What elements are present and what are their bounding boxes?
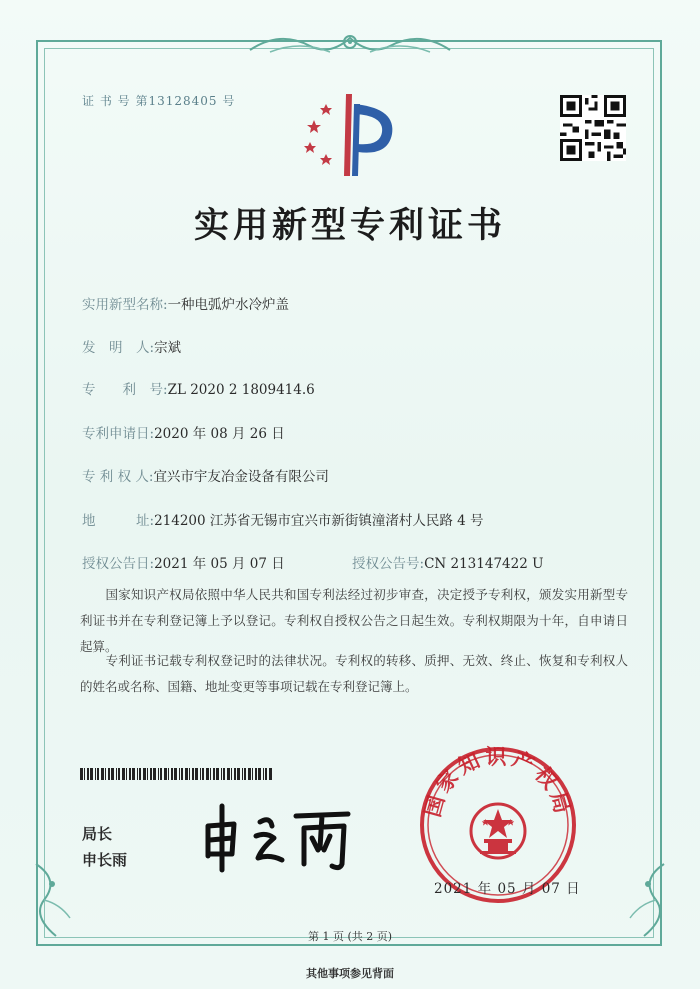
field-value: 2021 年 05 月 07 日 (154, 556, 285, 572)
certificate-number: 证 书 号 第13128405 号 (82, 94, 236, 108)
field-patentee (82, 465, 329, 485)
field-label: 发 明 人: (82, 340, 155, 356)
field-grant-number (352, 552, 543, 572)
field-inventor (82, 336, 181, 356)
field-label: 实用新型名称: (82, 297, 168, 313)
paragraph-grant-statement: 国家知识产权局依照中华人民共和国专利法经过初步审查，决定授予专利权，颁发实用新型专利证书并在专利登记簿上予以登记。专利权自授权公告之日起生效。专利权期限为十年，自申请日起算。 (80, 587, 628, 654)
page-number: 第 1 页 (共 2 页) (307, 930, 393, 943)
signature-icon (200, 798, 360, 878)
field-label: 授权公告号: (352, 556, 425, 572)
field-label: 地 址: (82, 513, 155, 529)
director-name: 申长雨 (82, 851, 128, 869)
field-grant-date (82, 552, 285, 572)
ornament-icon (240, 26, 460, 60)
field-patent-number (82, 378, 315, 398)
field-value: 一种电弧炉水冷炉盖 (167, 297, 290, 313)
field-label: 专 利 权 人: (82, 469, 154, 485)
svg-text:国家知识产权局: 国家知识产权局 (420, 745, 576, 820)
seal-date: 2021 年 05 月 07 日 (434, 881, 581, 897)
field-value: 2020 年 08 月 26 日 (154, 426, 285, 442)
field-label: 专 利 号: (82, 382, 168, 398)
paragraph-legal-status: 专利证书记载专利权登记时的法律状况。专利权的转移、质押、无效、终止、恢复和专利权人的姓名或名称、国籍、地址变更等事项记载在专利登记簿上。 (80, 653, 628, 694)
field-label: 授权公告日: (82, 556, 155, 572)
field-value: 214200 江苏省无锡市宜兴市新街镇潼渚村人民路 4 号 (154, 513, 484, 529)
field-value: 宗斌 (154, 340, 182, 356)
field-filing-date (82, 422, 285, 442)
field-value: ZL 2020 2 1809414.6 (167, 382, 315, 398)
field-address (82, 509, 484, 529)
footer-note: 其他事项参见背面 (306, 967, 394, 980)
field-value: CN 213147422 U (424, 556, 544, 572)
field-value: 宜兴市宇友冶金设备有限公司 (153, 469, 329, 485)
logo-icon (296, 90, 408, 180)
page-title: 实用新型专利证书 (193, 205, 506, 246)
barcode-icon (80, 768, 272, 780)
field-label: 专利申请日: (82, 426, 155, 442)
qr-code-icon (560, 95, 626, 161)
field-utility-name (82, 293, 289, 313)
director-title: 局长 (82, 825, 113, 843)
